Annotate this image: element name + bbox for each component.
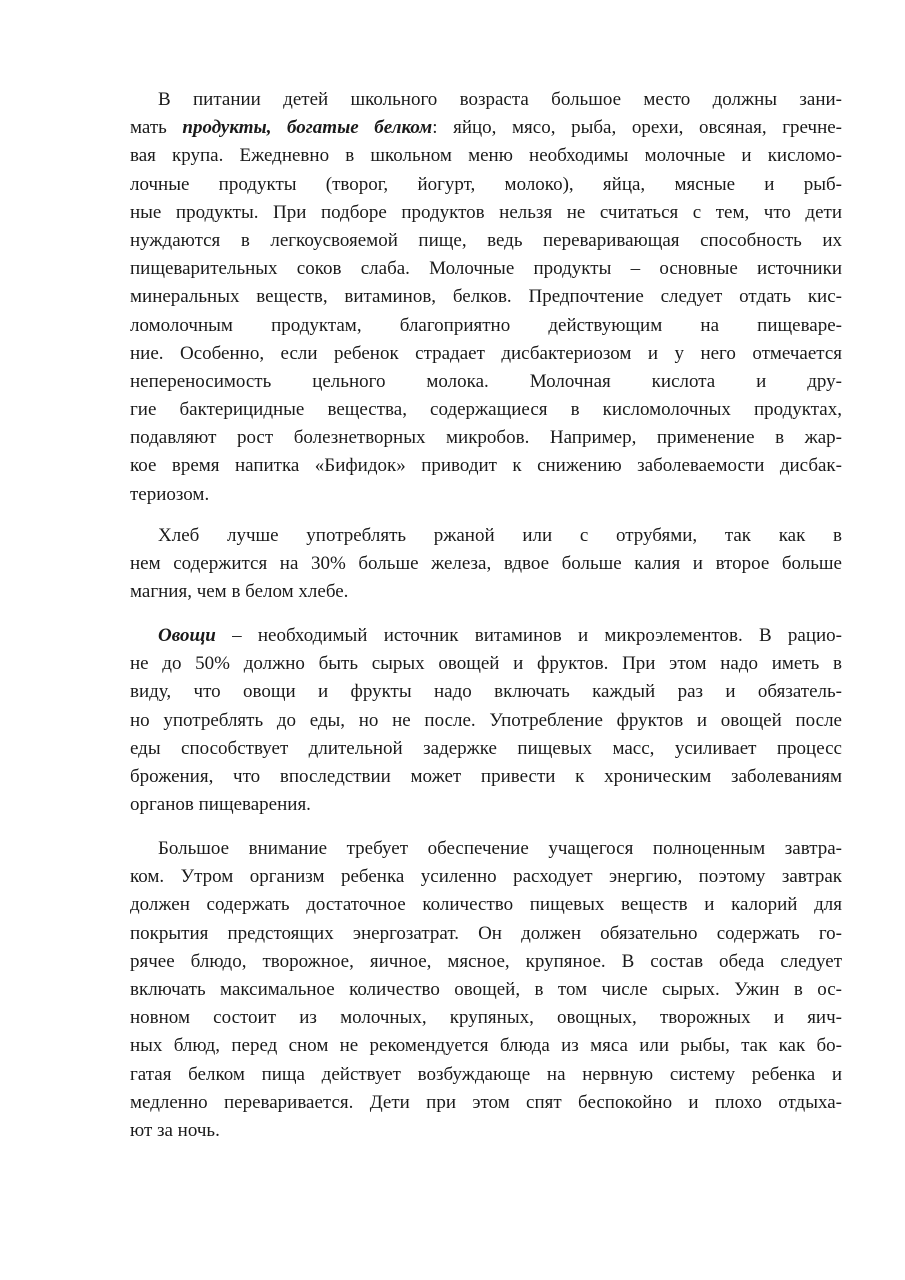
text-segment: лочные продукты (творог, йогурт, молоко), яйца, мясные и рыб- (130, 173, 842, 195)
text-line (130, 791, 842, 819)
text-segment: еды способствует длительной задержке пищевых масс, усиливает процесс (130, 737, 842, 759)
text-segment: ные продукты. При подборе продуктов нельзя не считаться с тем, что дети (130, 201, 842, 223)
text-segment: брожения, что впоследствии может привести к хроническим заболеваниям (130, 765, 842, 787)
paragraph-breakfast (130, 835, 842, 1145)
text-segment: нуждаются в легкоусвояемой пище, ведь переваривающая способность их (130, 229, 842, 251)
text-segment: пищеварительных соков слаба. Молочные продукты – основные источники (130, 258, 842, 280)
text-segment: вая крупа. Ежедневно в школьном меню необходимы молочные и кисломо- (130, 145, 842, 167)
text-segment: : яйцо, мясо, рыба, орехи, овсяная, гречне- (432, 117, 842, 139)
text-line (130, 171, 842, 199)
text-line (130, 396, 842, 424)
text-segment: ют за ночь. (130, 1119, 220, 1141)
text-line (130, 481, 842, 509)
text-segment: новном состоит из молочных, крупяных, овощных, творожных и яич- (130, 1007, 842, 1029)
text-line (130, 255, 842, 283)
text-line (130, 312, 842, 340)
text-segment: рячее блюдо, творожное, яичное, мясное, крупяное. В состав обеда следует (130, 950, 842, 972)
text-segment: магния, чем в белом хлебе. (130, 581, 349, 603)
text-line (130, 1061, 842, 1089)
text-line (130, 340, 842, 368)
text-line (130, 678, 842, 706)
text-segment: включать максимальное количество овощей, в том числе сырых. Ужин в ос- (130, 978, 842, 1000)
text-line (130, 522, 842, 550)
text-line (130, 920, 842, 948)
text-segment: ных блюд, перед сном не рекомендуется блюда из мяса или рыбы, так как бо- (130, 1035, 842, 1057)
text-line (130, 1117, 842, 1145)
text-line (130, 578, 842, 606)
text-segment: не до 50% должно быть сырых овощей и фруктов. При этом надо иметь в (130, 653, 842, 675)
emphasized-term: Овощи (158, 625, 216, 646)
text-segment: ломолочным продуктам, благоприятно действующим на пищеваре- (130, 314, 842, 336)
text-line (130, 707, 842, 735)
text-segment: органов пищеварения. (130, 794, 311, 816)
text-segment: териозом. (130, 483, 210, 505)
text-line (130, 1032, 842, 1060)
text-line (130, 1089, 842, 1117)
text-line (130, 227, 842, 255)
paragraph-vegetables (130, 622, 842, 819)
text-segment: Большое внимание требует обеспечение учащегося полноценным завтра- (158, 838, 842, 859)
emphasized-term: продукты, богатые белком (182, 117, 433, 139)
text-line (130, 142, 842, 170)
text-line (130, 1004, 842, 1032)
text-segment: но употреблять до еды, но не после. Употребление фруктов и овощей после (130, 709, 842, 731)
paragraph-bread (130, 522, 842, 607)
text-line (130, 735, 842, 763)
text-segment: мать (130, 117, 183, 139)
text-line (130, 835, 842, 863)
text-segment: В питании детей школьного возраста большое место должны зани- (158, 89, 842, 110)
text-line (130, 86, 842, 114)
text-line (130, 199, 842, 227)
text-segment: минеральных веществ, витаминов, белков. Предпочтение следует отдать кис- (130, 286, 842, 308)
text-segment: гие бактерицидные вещества, содержащиеся в кисломолочных продуктах, (130, 399, 842, 421)
text-segment: виду, что овощи и фрукты надо включать каждый раз и обязатель- (130, 681, 842, 703)
text-segment: – необходимый источник витаминов и микроэлементов. В рацио- (215, 625, 842, 646)
text-line (130, 622, 842, 650)
text-segment: Хлеб лучше употреблять ржаной или с отрубями, так как в (158, 525, 842, 546)
text-segment: непереносимость цельного молока. Молочная кислота и дру- (130, 370, 842, 392)
text-segment: покрытия предстоящих энергозатрат. Он должен обязательно содержать го- (130, 922, 842, 944)
text-segment: ние. Особенно, если ребенок страдает дисбактериозом и у него отмечается (130, 342, 842, 364)
paragraph-protein-products (130, 86, 842, 509)
text-segment: ком. Утром организм ребенка усиленно расходует энергию, поэтому завтрак (130, 866, 842, 888)
text-segment: гатая белком пища действует возбуждающе на нервную систему ребенка и (130, 1063, 842, 1085)
text-line (130, 368, 842, 396)
text-segment: подавляют рост болезнетворных микробов. Например, применение в жар- (130, 427, 842, 449)
text-segment: должен содержать достаточное количество пищевых веществ и калорий для (130, 894, 842, 916)
text-segment: нем содержится на 30% больше железа, вдвое больше калия и второе больше (130, 553, 842, 575)
text-line (130, 550, 842, 578)
text-line (130, 452, 842, 480)
text-line (130, 114, 842, 142)
text-segment: кое время напитка «Бифидок» приводит к снижению заболеваемости дисбак- (130, 455, 842, 477)
text-line (130, 863, 842, 891)
text-line (130, 283, 842, 311)
text-segment: медленно переваривается. Дети при этом спят беспокойно и плохо отдыха- (130, 1091, 842, 1113)
text-line (130, 650, 842, 678)
text-line (130, 424, 842, 452)
text-line (130, 891, 842, 919)
text-line (130, 976, 842, 1004)
text-line (130, 948, 842, 976)
text-line (130, 763, 842, 791)
